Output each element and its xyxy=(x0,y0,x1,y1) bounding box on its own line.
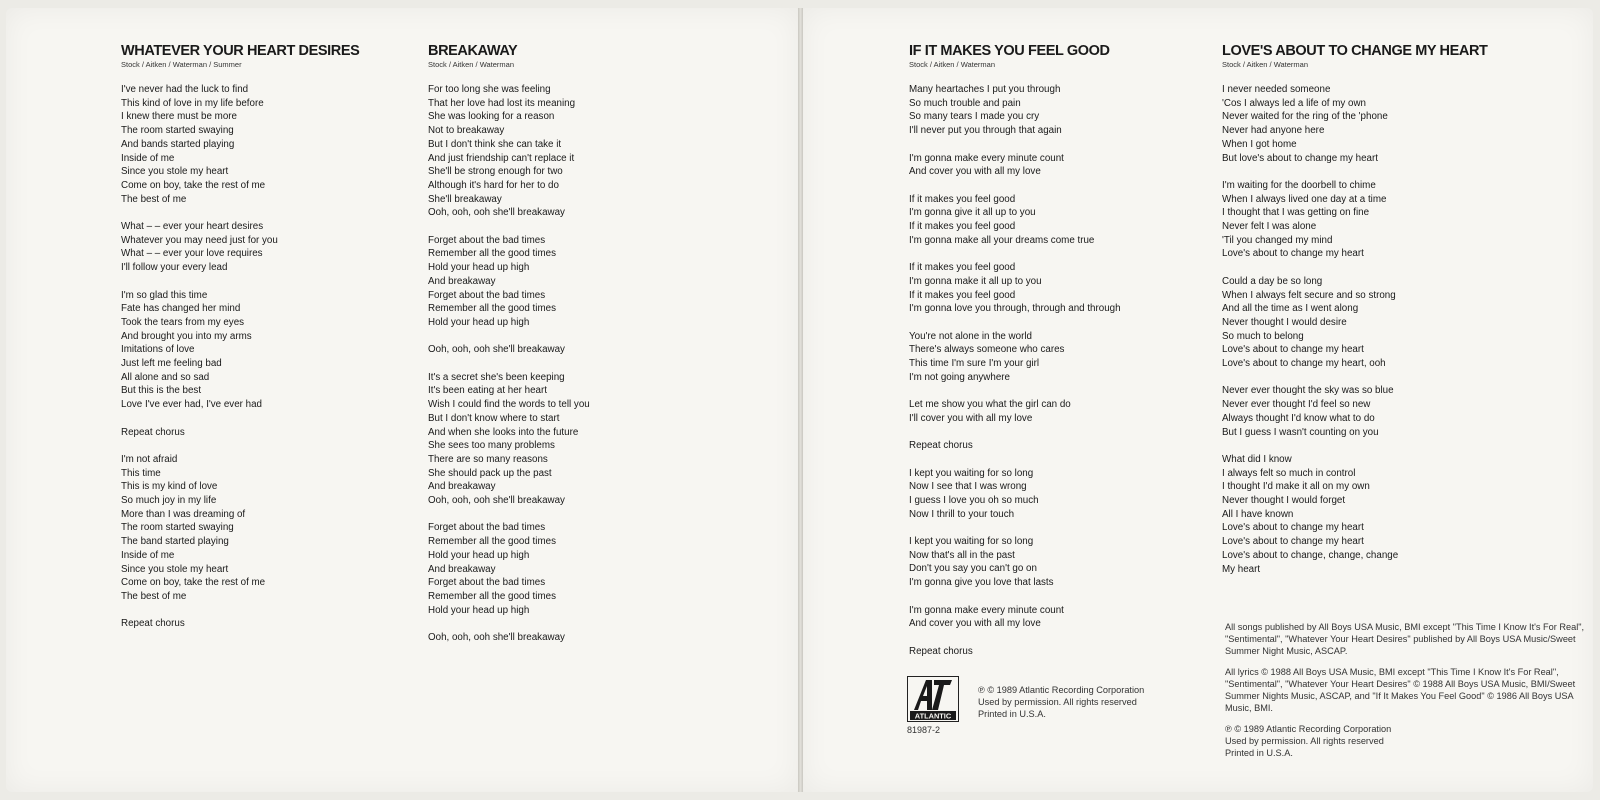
copyright-line: Printed in U.S.A. xyxy=(978,709,1046,719)
lyric-line: I always felt so much in control xyxy=(1222,467,1356,479)
lyric-line: Repeat chorus xyxy=(121,618,185,630)
lyric-line: I knew there must be more xyxy=(121,111,237,123)
lyric-line: Love's about to change my heart xyxy=(1222,536,1364,548)
lyric-stanza xyxy=(428,371,718,508)
lyric-line: Repeat chorus xyxy=(121,426,185,438)
lyric-line: I'm gonna give you love that lasts xyxy=(909,577,1054,589)
logo-wordmark: ATLANTIC xyxy=(914,711,952,721)
song-credits: Stock / Aitken / Waterman xyxy=(909,60,996,69)
lyric-stanza xyxy=(1222,453,1512,576)
lyric-stanza xyxy=(428,234,718,330)
lyric-line: If it makes you feel good xyxy=(909,221,1016,232)
lyric-stanza xyxy=(1222,384,1512,439)
lyric-line: So much joy in my life xyxy=(121,495,217,507)
lyric-line: And just friendship can't replace it xyxy=(428,152,575,164)
publishing-notes xyxy=(1225,621,1585,759)
lyric-line: But I guess I wasn't counting on you xyxy=(1222,426,1379,438)
lyric-line: There's always someone who cares xyxy=(909,344,1065,356)
copyright-block xyxy=(978,684,1198,720)
lyric-stanza xyxy=(1222,275,1512,371)
lyric-line: And breakaway xyxy=(428,563,496,575)
lyric-line: 'Cos I always led a life of my own xyxy=(1222,97,1366,109)
lyric-line: When I always lived one day at a time xyxy=(1222,193,1387,205)
lyric-line: Fate has changed her mind xyxy=(121,303,241,315)
lyric-line: The best of me xyxy=(121,590,187,602)
song-column-3 xyxy=(909,42,1199,672)
song-title: LOVE'S ABOUT TO CHANGE MY HEART xyxy=(1222,43,1488,59)
lyric-line: Inside of me xyxy=(121,152,175,164)
lyric-line: This time xyxy=(121,467,161,479)
lyric-line: Never had anyone here xyxy=(1222,125,1325,137)
lyric-line: Love's about to change my heart xyxy=(1222,522,1364,534)
lyric-stanza xyxy=(909,261,1199,316)
lyric-line: Since you stole my heart xyxy=(121,166,229,178)
lyric-line: Wish I could find the words to tell you xyxy=(428,399,590,411)
lyric-line: Now that's all in the past xyxy=(909,549,1015,561)
lyric-line: I guess I love you oh so much xyxy=(909,494,1039,506)
lyric-line: Not to breakaway xyxy=(428,125,505,137)
lyric-stanza xyxy=(121,453,411,604)
lyric-stanza xyxy=(1222,179,1512,261)
lyric-line: Never waited for the ring of the 'phone xyxy=(1222,111,1388,123)
lyric-stanza xyxy=(909,193,1199,248)
lyric-line: Forget about the bad times xyxy=(428,289,546,301)
atlantic-logo xyxy=(907,676,959,722)
lyric-line: I thought I'd make it all on my own xyxy=(1222,481,1370,493)
lyric-stanza xyxy=(909,535,1199,590)
lyric-stanza xyxy=(121,83,411,206)
lyric-line: So much trouble and pain xyxy=(909,97,1021,109)
lyric-line: Now I thrill to your touch xyxy=(909,508,1015,520)
lyric-line: Forget about the bad times xyxy=(428,577,546,589)
lyric-line: Ooh, ooh, ooh she'll breakaway xyxy=(428,495,565,507)
lyric-line: Hold your head up high xyxy=(428,262,530,274)
song-lyrics xyxy=(121,83,411,631)
lyric-line: All alone and so sad xyxy=(121,371,210,383)
lyric-line: Many heartaches I put you through xyxy=(909,84,1061,95)
lyric-line: And when she looks into the future xyxy=(428,426,579,438)
lyric-line: Inside of me xyxy=(121,549,175,561)
lyric-line: Whatever you may need just for you xyxy=(121,234,278,246)
lyric-line: Just left me feeling bad xyxy=(121,358,222,370)
lyric-line: And bands started playing xyxy=(121,138,235,150)
lyric-line: And all the time as I went along xyxy=(1222,303,1359,315)
lyric-stanza xyxy=(909,645,1199,659)
lyric-line: She'll be strong enough for two xyxy=(428,166,563,178)
lyric-line: When I got home xyxy=(1222,138,1297,150)
lyric-line: For too long she was feeling xyxy=(428,84,551,95)
song-column-1 xyxy=(121,42,411,645)
lyric-line: I'm gonna love you through, through and through xyxy=(909,303,1121,315)
lyric-line: And breakaway xyxy=(428,275,496,287)
publishing-text: All songs published by All Boys USA Music, BMI except "This Time I Know It's For Real", "Sentimental", "Whatever Your Heart Desires" published by All Boys USA Music/Sweet Summer Night Music, ASCAP. xyxy=(1225,622,1585,656)
notes-copyright-line: ℗ © 1989 Atlantic Recording Corporation xyxy=(1225,724,1392,734)
copyright-line: ℗ © 1989 Atlantic Recording Corporation xyxy=(978,685,1145,695)
lyric-stanza xyxy=(428,521,718,617)
lyric-line: Come on boy, take the rest of me xyxy=(121,179,266,191)
lyric-line: Love's about to change my heart, ooh xyxy=(1222,358,1386,370)
song-credits: Stock / Aitken / Waterman xyxy=(1222,60,1309,69)
lyric-line: I'll follow your every lead xyxy=(121,262,228,274)
lyric-line: Never ever thought I'd feel so new xyxy=(1222,399,1371,411)
lyric-line: Always thought I'd know what to do xyxy=(1222,412,1375,424)
lyric-line: Could a day be so long xyxy=(1222,275,1323,287)
lyric-line: I'm waiting for the doorbell to chime xyxy=(1222,179,1376,191)
lyric-line: Now I see that I was wrong xyxy=(909,481,1027,493)
lyric-line: Remember all the good times xyxy=(428,303,556,315)
lyric-line: This kind of love in my life before xyxy=(121,97,264,109)
lyric-line: What – – ever your heart desires xyxy=(121,221,264,233)
lyric-line: I'm not going anywhere xyxy=(909,371,1010,383)
lyric-line: I'm so glad this time xyxy=(121,289,208,301)
lyric-line: It's been eating at her heart xyxy=(428,385,547,397)
song-title: WHATEVER YOUR HEART DESIRES xyxy=(121,43,360,59)
lyric-line: Remember all the good times xyxy=(428,590,556,602)
lyric-line: I've never had the luck to find xyxy=(121,84,249,95)
lyric-stanza xyxy=(121,289,411,412)
song-column-4 xyxy=(1222,42,1512,590)
lyric-line: I'll cover you with all my love xyxy=(909,412,1033,424)
lyric-line: If it makes you feel good xyxy=(909,193,1016,205)
lyric-line: Let me show you what the girl can do xyxy=(909,399,1071,411)
lyric-line: When I always felt secure and so strong xyxy=(1222,289,1396,301)
lyric-line: All I have known xyxy=(1222,508,1294,520)
lyric-line: If it makes you feel good xyxy=(909,289,1016,301)
lyric-stanza xyxy=(909,604,1199,631)
lyric-line: She sees too many problems xyxy=(428,440,555,452)
lyric-stanza xyxy=(909,152,1199,179)
lyric-line: Remember all the good times xyxy=(428,248,556,260)
lyric-line: The best of me xyxy=(121,193,187,205)
lyric-line: I thought that I was getting on fine xyxy=(1222,207,1370,219)
song-title: IF IT MAKES YOU FEEL GOOD xyxy=(909,43,1110,59)
lyric-stanza xyxy=(909,83,1199,138)
lyric-line: The room started swaying xyxy=(121,522,234,534)
lyric-line: Never ever thought the sky was so blue xyxy=(1222,385,1394,397)
song-column-2 xyxy=(428,42,718,658)
song-credits: Stock / Aitken / Waterman / Summer xyxy=(121,60,242,69)
lyric-stanza xyxy=(909,330,1199,385)
catalog-number: 81987-2 xyxy=(907,725,941,735)
song-lyrics xyxy=(428,83,718,645)
lyric-stanza xyxy=(121,220,411,275)
lyric-line: So much to belong xyxy=(1222,330,1304,342)
lyric-line: What did I know xyxy=(1222,453,1292,465)
lyric-line: 'Til you changed my mind xyxy=(1222,234,1333,246)
lyric-line: Imitations of love xyxy=(121,344,195,356)
lyric-line: I kept you waiting for so long xyxy=(909,467,1034,479)
lyric-line: Remember all the good times xyxy=(428,536,556,548)
lyric-line: I'm gonna give it all up to you xyxy=(909,207,1036,219)
lyric-line: This is my kind of love xyxy=(121,481,218,493)
lyric-line: Love's about to change, change, change xyxy=(1222,549,1399,561)
lyric-line: And cover you with all my love xyxy=(909,166,1041,178)
lyric-line: I never needed someone xyxy=(1222,84,1331,95)
copyright-line: Used by permission. All rights reserved xyxy=(978,697,1137,707)
lyric-line: And cover you with all my love xyxy=(909,618,1041,630)
lyric-line: It's a secret she's been keeping xyxy=(428,371,565,383)
lyric-stanza xyxy=(909,467,1199,522)
lyric-line: Never thought I would forget xyxy=(1222,495,1346,507)
lyric-stanza xyxy=(121,426,411,440)
notes-copyright-line: Printed in U.S.A. xyxy=(1225,748,1293,758)
lyric-line: Took the tears from my eyes xyxy=(121,316,245,328)
lyric-line: I'm gonna make every minute count xyxy=(909,604,1064,616)
lyric-line: She was looking for a reason xyxy=(428,111,555,123)
lyric-stanza xyxy=(428,343,718,357)
lyric-line: I'm not afraid xyxy=(121,453,178,465)
lyric-line: The band started playing xyxy=(121,536,229,548)
lyric-stanza xyxy=(909,439,1199,453)
song-credits: Stock / Aitken / Waterman xyxy=(428,60,515,69)
lyric-line: More than I was dreaming of xyxy=(121,508,246,520)
song-lyrics xyxy=(1222,83,1512,576)
lyric-line: But love's about to change my heart xyxy=(1222,152,1378,164)
lyric-line: Ooh, ooh, ooh she'll breakaway xyxy=(428,207,565,219)
lyric-line: Since you stole my heart xyxy=(121,563,229,575)
lyric-line: That her love had lost its meaning xyxy=(428,97,576,109)
lyric-stanza xyxy=(428,83,718,220)
lyric-line: Love's about to change my heart xyxy=(1222,248,1364,260)
lyric-line: I kept you waiting for so long xyxy=(909,536,1034,548)
song-lyrics xyxy=(909,83,1199,658)
lyric-line: Love's about to change my heart xyxy=(1222,344,1364,356)
lyric-line: Repeat chorus xyxy=(909,645,973,657)
lyric-line: But this is the best xyxy=(121,385,202,397)
lyric-line: Hold your head up high xyxy=(428,604,530,616)
lyric-stanza xyxy=(121,617,411,631)
lyric-stanza xyxy=(1222,83,1512,165)
lyric-line: If it makes you feel good xyxy=(909,262,1016,274)
song-title: BREAKAWAY xyxy=(428,43,518,59)
lyric-line: But I don't think she can take it xyxy=(428,138,562,150)
lyric-line: Ooh, ooh, ooh she'll breakaway xyxy=(428,632,565,644)
lyric-line: Forget about the bad times xyxy=(428,522,546,534)
lyric-line: So many tears I made you cry xyxy=(909,111,1040,123)
lyric-line: I'm gonna make all your dreams come true xyxy=(909,234,1095,246)
lyric-line: She'll breakaway xyxy=(428,193,502,205)
lyric-line: She should pack up the past xyxy=(428,467,552,479)
lyric-line: And brought you into my arms xyxy=(121,330,252,342)
lyric-line: Repeat chorus xyxy=(909,440,973,452)
lyrics-copyright-text: All lyrics © 1988 All Boys USA Music, BMI except "This Time I Know It's For Real", "Sentimental", "Whatever Your Heart Desires" © 1988 All Boys USA Music, BMI/Sweet Summer Nights Music, ASCAP, and "If It Makes You Feel Good" © 1986 All Boys USA Music, BMI. xyxy=(1225,667,1576,713)
lyric-line: My heart xyxy=(1222,563,1261,575)
lyric-line: I'm gonna make it all up to you xyxy=(909,275,1042,287)
lyric-line: Never felt I was alone xyxy=(1222,221,1317,233)
lyric-line: I'll never put you through that again xyxy=(909,125,1062,137)
notes-copyright-line: Used by permission. All rights reserved xyxy=(1225,736,1384,746)
lyric-line: You're not alone in the world xyxy=(909,330,1032,342)
lyric-line: And breakaway xyxy=(428,481,496,493)
lyric-line: Love I've ever had, I've ever had xyxy=(121,399,262,411)
lyric-line: The room started swaying xyxy=(121,125,234,137)
lyric-line: Come on boy, take the rest of me xyxy=(121,577,266,589)
lyric-line: Never thought I would desire xyxy=(1222,316,1347,328)
lyric-line: Ooh, ooh, ooh she'll breakaway xyxy=(428,344,565,356)
lyric-line: Hold your head up high xyxy=(428,316,530,328)
lyric-line: Hold your head up high xyxy=(428,549,530,561)
lyric-stanza xyxy=(428,631,718,645)
lyric-line: I'm gonna make every minute count xyxy=(909,152,1064,164)
lyric-line: There are so many reasons xyxy=(428,453,548,465)
lyric-stanza xyxy=(909,398,1199,425)
lyric-line: This time I'm sure I'm your girl xyxy=(909,358,1040,369)
lyric-line: But I don't know where to start xyxy=(428,412,560,424)
lyric-line: Although it's hard for her to do xyxy=(428,179,559,191)
lyric-line: What – – ever your love requires xyxy=(121,248,263,260)
atlantic-logo-icon xyxy=(908,677,958,721)
lyric-line: Don't you say you can't go on xyxy=(909,563,1037,575)
lyric-line: Forget about the bad times xyxy=(428,234,546,246)
